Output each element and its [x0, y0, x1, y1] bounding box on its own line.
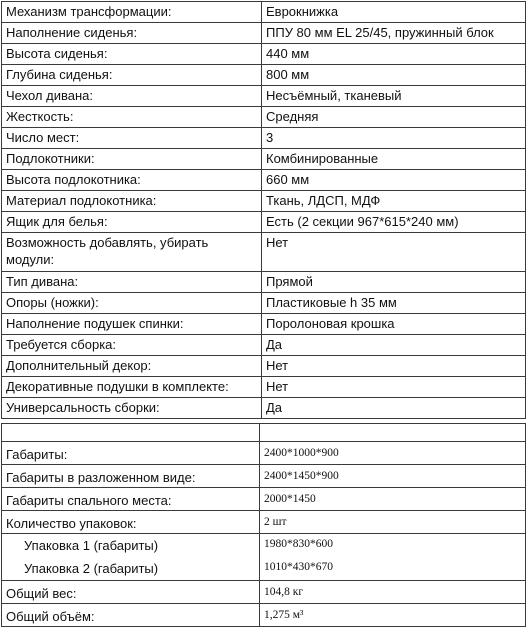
spec-label: Механизм трансформации: — [2, 2, 262, 23]
dims-value: 104,8 кг — [260, 581, 526, 604]
spec-row — [2, 377, 526, 398]
spec-value: Есть (2 секции 967*615*240 мм) — [262, 212, 526, 233]
dims-label: Габариты в разложенном виде: — [2, 465, 260, 488]
dimensions-table — [1, 423, 526, 627]
dims-row-obem — [2, 604, 526, 627]
spec-label: Наполнение подушек спинки: — [2, 314, 262, 335]
spec-value: Поролоновая крошка — [262, 314, 526, 335]
spec-row — [2, 149, 526, 170]
spec-row — [2, 293, 526, 314]
spec-label: Жесткость: — [2, 107, 262, 128]
specs-table — [1, 1, 526, 419]
spec-row — [2, 86, 526, 107]
spec-value: Несъёмный, тканевый — [262, 86, 526, 107]
spec-value: 440 мм — [262, 44, 526, 65]
dims-row-ves — [2, 581, 526, 604]
dims-row-spalnoe — [2, 488, 526, 511]
spec-value: 3 — [262, 128, 526, 149]
spec-row — [2, 314, 526, 335]
spec-label: Универсальность сборки: — [2, 398, 262, 419]
dims-value: 1010*430*670 — [260, 557, 526, 581]
dims-row-pack1 — [2, 534, 526, 558]
spec-row — [2, 2, 526, 23]
specs-body — [2, 2, 526, 419]
spec-row — [2, 128, 526, 149]
spec-row — [2, 335, 526, 356]
spec-label: Наполнение сиденья: — [2, 23, 262, 44]
spec-value: 800 мм — [262, 65, 526, 86]
spec-label: Чехол дивана: — [2, 86, 262, 107]
spec-label: Материал подлокотника: — [2, 191, 262, 212]
spec-value: 660 мм — [262, 170, 526, 191]
dims-label: Количество упаковок: — [2, 511, 260, 534]
dims-value: 2400*1000*900 — [260, 442, 526, 465]
spec-row — [2, 170, 526, 191]
spec-row — [2, 272, 526, 293]
dims-row-upakovok — [2, 511, 526, 534]
spec-value: Прямой — [262, 272, 526, 293]
dims-row-razlozh — [2, 465, 526, 488]
dims-label: Общий объём: — [2, 604, 260, 627]
spec-label: Высота подлокотника: — [2, 170, 262, 191]
spec-label: Декоративные подушки в комплекте: — [2, 377, 262, 398]
dims-value: 2 шт — [260, 511, 526, 534]
empty-row — [2, 424, 526, 442]
dims-label: Упаковка 2 (габариты) — [2, 557, 260, 581]
spec-label: Требуется сборка: — [2, 335, 262, 356]
spec-value: ППУ 80 мм EL 25/45, пружинный блок — [262, 23, 526, 44]
spec-label: Высота сиденья: — [2, 44, 262, 65]
spec-row — [2, 233, 526, 272]
dims-value: 1,275 м³ — [260, 604, 526, 627]
spec-label: Дополнительный декор: — [2, 356, 262, 377]
spec-label: Глубина сиденья: — [2, 65, 262, 86]
spec-label: Опоры (ножки): — [2, 293, 262, 314]
spec-value: Ткань, ЛДСП, МДФ — [262, 191, 526, 212]
dims-row-gabarity — [2, 442, 526, 465]
spec-value: Комбинированные — [262, 149, 526, 170]
dims-label: Упаковка 1 (габариты) — [2, 534, 260, 558]
dims-value: 2400*1450*900 — [260, 465, 526, 488]
spec-value: Да — [262, 398, 526, 419]
spec-row — [2, 356, 526, 377]
spec-label: Ящик для белья: — [2, 212, 262, 233]
dims-label: Габариты спального места: — [2, 488, 260, 511]
spec-label: Возможность добавлять, убирать модули: — [2, 233, 262, 272]
spec-value: Нет — [262, 233, 526, 272]
spec-row — [2, 65, 526, 86]
spec-label: Тип дивана: — [2, 272, 262, 293]
dims-label: Общий вес: — [2, 581, 260, 604]
dims-row-pack2 — [2, 557, 526, 581]
dims-value: 1980*830*600 — [260, 534, 526, 558]
spec-row — [2, 398, 526, 419]
dims-value: 2000*1450 — [260, 488, 526, 511]
spec-row — [2, 107, 526, 128]
spec-value: Пластиковые h 35 мм — [262, 293, 526, 314]
spec-value: Да — [262, 335, 526, 356]
spec-value: Нет — [262, 377, 526, 398]
spec-row — [2, 23, 526, 44]
spec-value: Нет — [262, 356, 526, 377]
dims-label: Габариты: — [2, 442, 260, 465]
spec-value: Еврокнижка — [262, 2, 526, 23]
spec-row — [2, 191, 526, 212]
spec-row — [2, 44, 526, 65]
spec-row — [2, 212, 526, 233]
spec-value: Средняя — [262, 107, 526, 128]
spec-label: Подлокотники: — [2, 149, 262, 170]
spec-label: Число мест: — [2, 128, 262, 149]
